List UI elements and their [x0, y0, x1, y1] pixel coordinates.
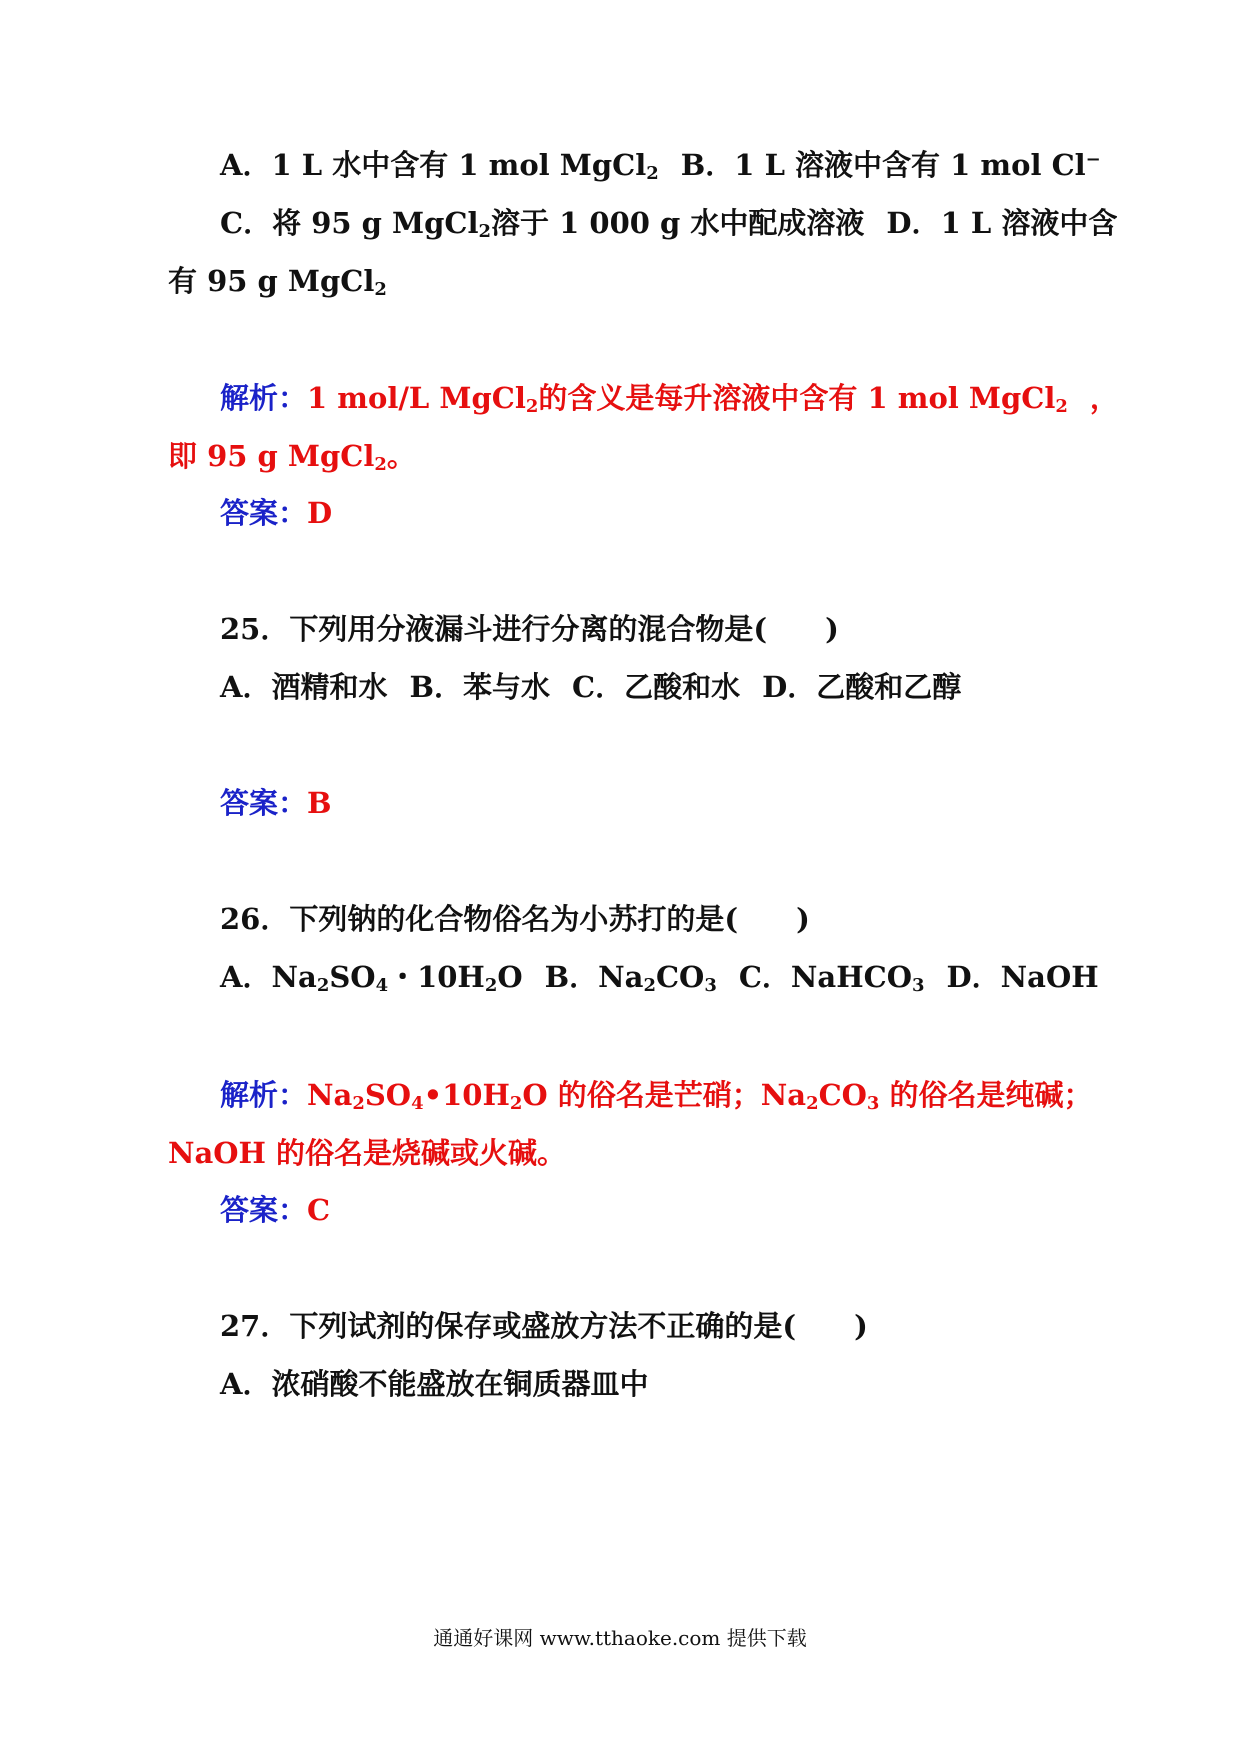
q26-option-b-label: B． — [544, 960, 599, 994]
q26-option-b-text-2: CO — [655, 960, 705, 994]
q24-options-cd — [220, 203, 1117, 243]
q24-analysis-sub-2: 2 — [1055, 395, 1068, 417]
q26-option-a-sub-1: 2 — [316, 974, 330, 996]
q26-analysis-text-3: •10H — [423, 1078, 510, 1112]
q24-options-ab — [220, 145, 1101, 185]
q26-option-c-text-1: NaHCO — [790, 960, 912, 994]
page-footer: 通通好课网 www.tthaoke.com 提供下载 — [433, 1626, 807, 1650]
q24-analysis-line-1 — [220, 378, 1119, 418]
q24-option-d-continued — [168, 261, 387, 301]
q24-answer — [220, 493, 332, 533]
q26-stem: 26．下列钠的化合物俗名为小苏打的是( ) — [220, 902, 810, 936]
q26-option-a-text-4: O — [497, 960, 523, 994]
q25-answer-value: B — [307, 786, 332, 820]
q26-option-c-label: C． — [738, 960, 791, 994]
q26-option-a-sub-2: 4 — [375, 974, 389, 996]
q26-option-a-text-3: ・10H — [388, 960, 485, 994]
q24-option-b-label: B． — [680, 148, 735, 182]
q26-option-a-label: A． — [220, 960, 272, 994]
q26-analysis-text-4: O 的俗名是芒硝；Na — [522, 1078, 807, 1112]
q26-analysis-text-1: Na — [307, 1078, 353, 1112]
q25-option-d: D．乙酸和乙醇 — [762, 670, 962, 704]
q26-analysis-sub-1: 2 — [352, 1092, 365, 1114]
q24-analysis-sub-1: 2 — [525, 395, 539, 417]
q26-answer-label: 答案： — [220, 1193, 308, 1227]
q24-answer-label: 答案： — [220, 496, 308, 530]
q24-option-d-text-2: 有 95 g MgCl — [168, 264, 375, 298]
q24-analysis-period: 。 — [386, 439, 416, 473]
q24-option-d-text: 1 L 溶液中含 — [940, 206, 1118, 240]
q26-analysis-sub-3: 2 — [509, 1092, 523, 1114]
q26-option-a-text-2: SO — [329, 960, 376, 994]
q24-option-d-sub: 2 — [374, 278, 387, 300]
q24-option-c-text: 将 95 g MgCl — [272, 206, 479, 240]
q26-analysis-sub-5: 3 — [866, 1092, 880, 1114]
q26-option-a-sub-3: 2 — [484, 974, 498, 996]
q24-option-c-text-2: 溶于 1 000 g 水中配成溶液 — [491, 206, 865, 240]
q24-analysis-line-2 — [168, 436, 416, 476]
q26-analysis-sub-2: 4 — [411, 1092, 424, 1114]
q27-option-a: A．浓硝酸不能盛放在铜质器皿中 — [220, 1367, 649, 1401]
q25-option-a: A．酒精和水 — [220, 670, 388, 704]
q25-stem: 25．下列用分液漏斗进行分离的混合物是( ) — [220, 612, 839, 646]
q24-option-b-sup: − — [1085, 149, 1101, 171]
q26-answer-value: C — [307, 1193, 331, 1227]
q26-analysis-sub-4: 2 — [806, 1092, 819, 1114]
q26-option-d-label: D． — [946, 960, 1001, 994]
q26-answer — [220, 1190, 330, 1230]
q26-option-b-sub-1: 2 — [643, 974, 656, 996]
q26-option-a-text-1: Na — [271, 960, 317, 994]
q24-option-b-text: 1 L 溶液中含有 1 mol Cl — [734, 148, 1086, 182]
q25-options — [220, 667, 961, 707]
q24-analysis-text-1: 1 mol/L MgCl — [307, 381, 526, 415]
q24-option-c-sub: 2 — [478, 220, 492, 242]
q26-analysis-text-6: 的俗名是纯碱； — [879, 1078, 1093, 1112]
q24-option-d-label: D． — [886, 206, 941, 240]
q24-analysis-label: 解析： — [220, 381, 308, 415]
q24-option-c-label: C． — [220, 206, 273, 240]
q25-answer-label: 答案： — [220, 786, 308, 820]
q24-option-a-text: 1 L 水中含有 1 mol MgCl — [271, 148, 647, 182]
q24-analysis-text-2: 的含义是每升溶液中含有 1 mol MgCl — [538, 381, 1056, 415]
q26-analysis-line-1 — [220, 1075, 1093, 1115]
q25-option-b: B．苯与水 — [409, 670, 551, 704]
q24-option-a-sub: 2 — [646, 162, 659, 184]
q25-option-c: C．乙酸和水 — [572, 670, 741, 704]
q26-option-b-text-1: Na — [598, 960, 644, 994]
q27-stem: 27．下列试剂的保存或盛放方法不正确的是( ) — [220, 1309, 868, 1343]
q24-analysis-text-3: 即 95 g MgCl — [168, 439, 375, 473]
q26-option-b-sub-2: 3 — [704, 974, 717, 996]
q26-analysis-label: 解析： — [220, 1078, 308, 1112]
q24-analysis-sub-3: 2 — [374, 453, 387, 475]
q26-option-c-sub-1: 3 — [911, 974, 925, 996]
q26-analysis-text-5: CO — [818, 1078, 867, 1112]
q24-answer-value: D — [307, 496, 333, 530]
q26-analysis-text-2: SO — [364, 1078, 412, 1112]
q24-option-a-label: A． — [220, 148, 272, 182]
q26-analysis-line-2: NaOH 的俗名是烧碱或火碱。 — [168, 1136, 567, 1170]
q26-option-d-text-1: NaOH — [1000, 960, 1099, 994]
q25-answer — [220, 783, 332, 823]
q24-analysis-comma: ， — [1089, 381, 1119, 415]
q26-options — [220, 957, 1099, 997]
